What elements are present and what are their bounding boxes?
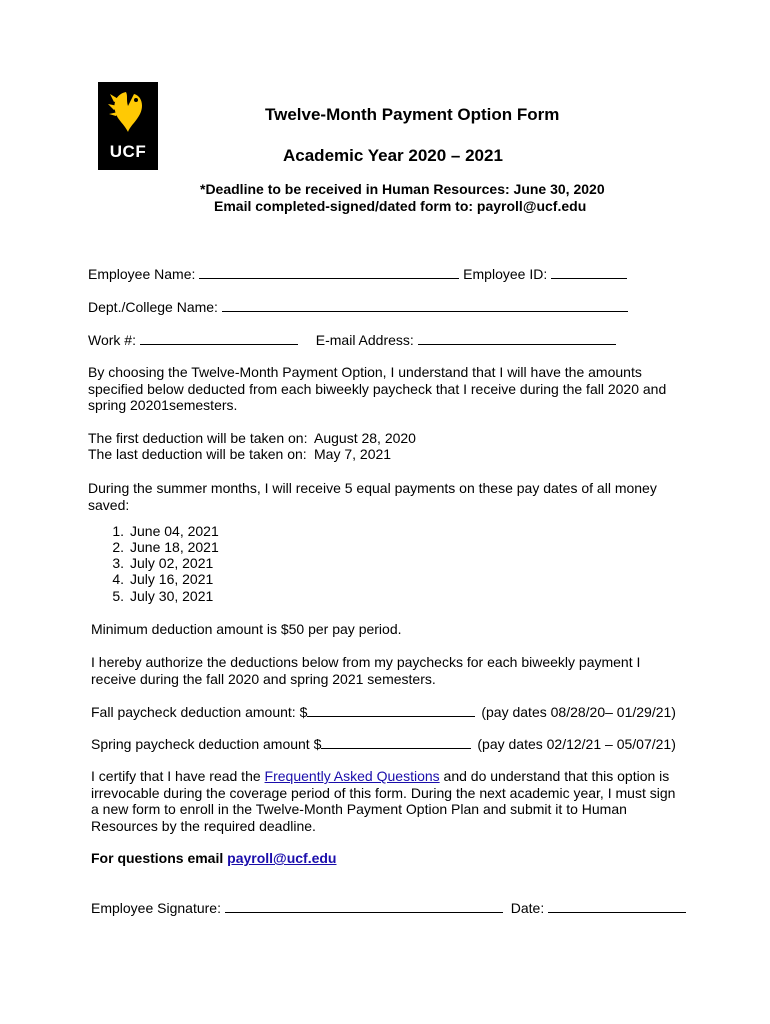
list-item: 1. June 04, 2021 [112, 523, 219, 539]
work-label: Work #: [88, 332, 136, 348]
first-deduction-date: August 28, 2020 [314, 430, 416, 446]
spring-deduction-label: Spring paycheck deduction amount $ [91, 736, 322, 752]
fall-deduction-row [91, 704, 676, 720]
email-instruction: Email completed-signed/dated form to: payroll@ucf.edu [214, 198, 587, 214]
first-deduction-label: The first deduction will be taken on: [88, 430, 308, 446]
fall-pay-dates: (pay dates 08/28/20– 01/29/21) [481, 704, 676, 720]
questions-label: For questions email [91, 850, 228, 866]
employee-id-field[interactable] [551, 266, 627, 279]
dept-row [88, 299, 628, 315]
employee-id-label: Employee ID: [463, 266, 548, 282]
list-item: 5. July 30, 2021 [112, 588, 214, 604]
work-number-field[interactable] [140, 332, 298, 345]
logo-text: UCF [109, 142, 147, 161]
intro-paragraph: By choosing the Twelve-Month Payment Option, I understand that I will have the amounts specified below deducted from each biweekly paycheck that I receive during the fall 2020 and spring 20201semesters. [88, 364, 667, 413]
list-item: 2. June 18, 2021 [112, 539, 219, 555]
date-label: Date: [510, 900, 545, 916]
dept-label: Dept./College Name: [88, 299, 218, 315]
signature-row [91, 900, 686, 916]
deadline-note: *Deadline to be received in Human Resources: June 30, 2020 [200, 181, 605, 197]
contact-row [88, 332, 616, 348]
academic-year: Academic Year 2020 – 2021 [283, 146, 503, 165]
email-label: E-mail Address: [315, 332, 414, 348]
fall-deduction-field[interactable] [307, 704, 475, 717]
last-deduction-date: May 7, 2021 [314, 446, 392, 462]
payroll-email-link[interactable]: payroll@ucf.edu [227, 850, 337, 866]
certify-paragraph [91, 768, 683, 834]
date-field[interactable] [548, 900, 686, 913]
form-title: Twelve-Month Payment Option Form [265, 105, 560, 124]
signature-label: Employee Signature: [91, 900, 221, 916]
email-field[interactable] [418, 332, 616, 345]
questions-line [91, 850, 336, 866]
summer-paragraph: During the summer months, I will receive 5 equal payments on these pay dates of all money saved: [88, 480, 657, 513]
signature-field[interactable] [225, 900, 503, 913]
list-item: 4. July 16, 2021 [112, 571, 214, 587]
faq-link[interactable]: Frequently Asked Questions [264, 768, 440, 784]
employee-name-field[interactable] [199, 266, 459, 279]
certify-text-start: I certify that I have read the [91, 768, 265, 784]
spring-deduction-row [91, 736, 676, 752]
employee-name-label: Employee Name: [88, 266, 196, 282]
list-item: 3. July 02, 2021 [112, 555, 214, 571]
employee-name-row [88, 266, 627, 282]
fall-deduction-label: Fall paycheck deduction amount: $ [91, 704, 308, 720]
authorize-paragraph: I hereby authorize the deductions below from my paychecks for each biweekly payment I receive during the fall 2020 and spring 2021 semesters. [91, 654, 641, 687]
spring-deduction-field[interactable] [321, 736, 471, 749]
minimum-deduction: Minimum deduction amount is $50 per pay period. [91, 621, 402, 637]
pegasus-icon [106, 88, 150, 138]
spring-pay-dates: (pay dates 02/12/21 – 05/07/21) [477, 736, 676, 752]
certify-text-end: and do understand that this option is irrevocable during the coverage period of this form. During the next academic year, I must sign a new form to enroll in the Twelve-Month Payment Option Plan and submit it to Human Resources by the required deadline. [91, 768, 676, 834]
dept-field[interactable] [222, 299, 628, 312]
ucf-logo [98, 82, 158, 170]
last-deduction-label: The last deduction will be taken on: [88, 446, 307, 462]
